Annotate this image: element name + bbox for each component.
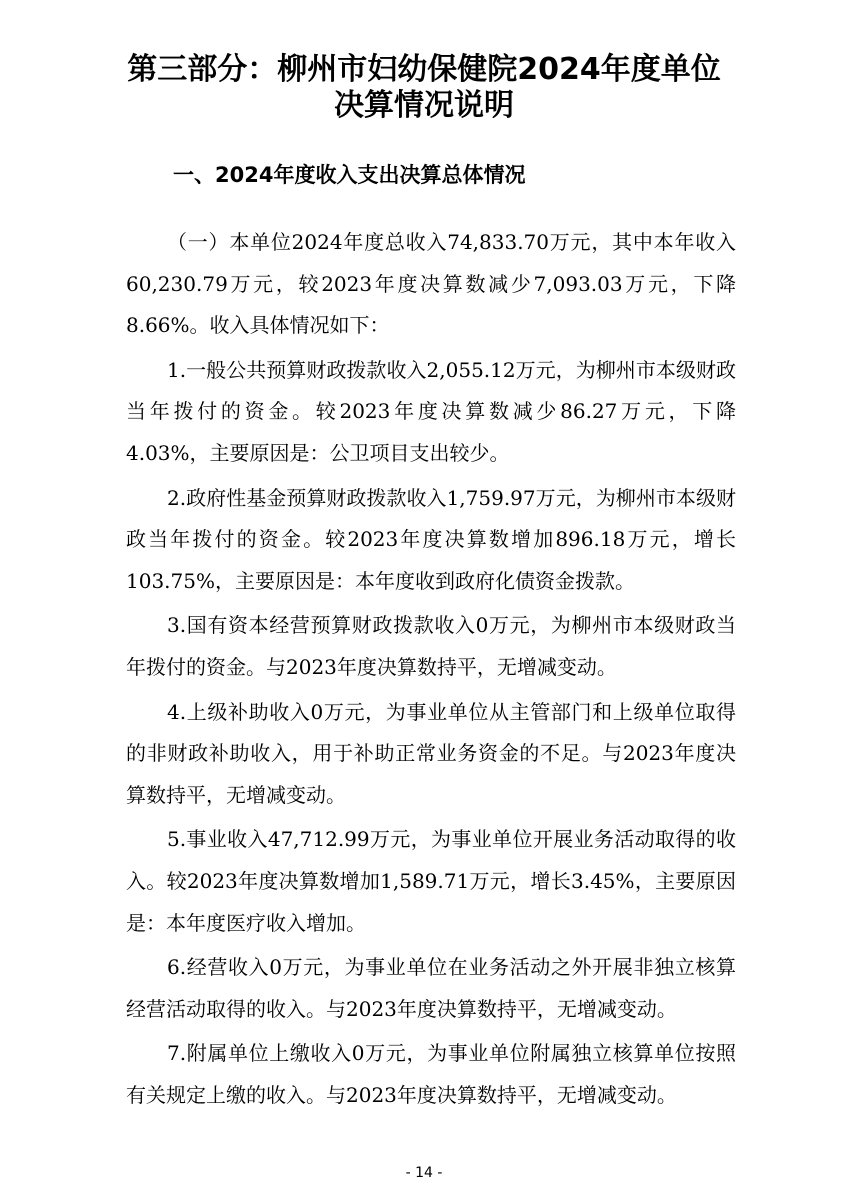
- paragraph-item-7: 7.附属单位上缴收入0万元，为事业单位附属独立核算单位按照有关规定上缴的收入。与2023年度决算数持平，无增减变动。: [126, 1041, 736, 1107]
- paragraph-item-6: 6.经营收入0万元，为事业单位在业务活动之外开展非独立核算经营活动取得的收入。与2023年度决算数持平，无增减变动。: [126, 955, 736, 1021]
- paragraph-item-3: 3.国有资本经营预算财政拨款收入0万元，为柳州市本级财政当年拨付的资金。与2023年度决算数持平，无增减变动。: [126, 613, 736, 679]
- page-number: - 14 -: [405, 1165, 443, 1181]
- paragraph-item-1: 1.一般公共预算财政拨款收入2,055.12万元，为柳州市本级财政当年拨付的资金。较2023年度决算数减少86.27万元，下降4.03%，主要原因是：公卫项目支出较少。: [126, 357, 736, 465]
- paragraph-item-5: 5.事业收入47,712.99万元，为事业单位开展业务活动取得的收入。较2023年度决算数增加1,589.71万元，增长3.45%，主要原因是：本年度医疗收入增加。: [126, 827, 736, 935]
- document-title: [100, 52, 748, 124]
- title-line-2: 决算情况说明: [334, 88, 514, 123]
- body-text: [126, 222, 736, 1119]
- section-heading: 一、2024年度收入支出决算总体情况: [173, 163, 526, 187]
- paragraph-item-4: 4.上级补助收入0万元，为事业单位从主管部门和上级单位取得的非财政补助收入，用于补助正常业务资金的不足。与2023年度决算数持平，无增减变动。: [126, 699, 736, 807]
- paragraph-summary: （一）本单位2024年度总收入74,833.70万元，其中本年收入60,230.79万元，较2023年度决算数减少7,093.03万元，下降8.66%。收入具体情况如下：: [126, 230, 736, 338]
- title-line-1: 第三部分：柳州市妇幼保健院2024年度单位: [127, 52, 721, 87]
- paragraph-item-2: 2.政府性基金预算财政拨款收入1,759.97万元，为柳州市本级财政当年拨付的资金。较2023年度决算数增加896.18万元，增长103.75%，主要原因是：本年度收到政府化债资金拨款。: [126, 485, 736, 593]
